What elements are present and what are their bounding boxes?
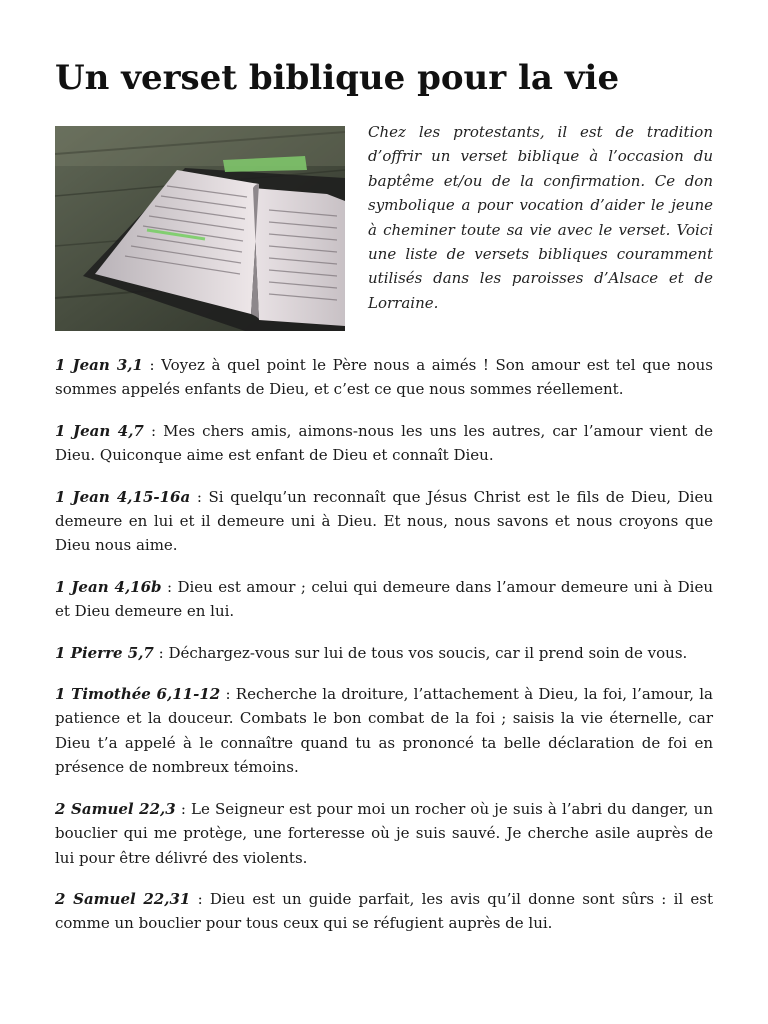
verse-item (55, 485, 713, 558)
verse-reference: 1 Pierre 5,7 (55, 643, 154, 662)
verse-reference: 1 Jean 4,7 (55, 421, 144, 440)
verse-item (55, 419, 713, 468)
verse-text: : Voyez à quel point le Père nous a aimés ! Son amour est tel que nous sommes appelés enfants de Dieu, et c’est ce que nous sommes réellement. (55, 356, 713, 399)
page-title: Un verset biblique pour la vie (55, 58, 620, 98)
intro-paragraph: Chez les protestants, il est de tradition d’offrir un verset biblique à l’occasion du baptême et/ou de la confirmation. Ce don symbolique a pour vocation d’aider le jeune à cheminer toute sa vie avec le verset. Voici une liste de versets bibliques couramment utilisés dans les paroisses d’Alsace et de Lorraine. (368, 123, 713, 312)
verse-item (55, 575, 713, 624)
verse-item (55, 682, 713, 780)
verse-item (55, 797, 713, 870)
verse-text: : Dieu est amour ; celui qui demeure dans l’amour demeure uni à Dieu et Dieu demeure en lui. (55, 577, 713, 621)
verse-text: : Dieu est un guide parfait, les avis qu’il donne sont sûrs : il est comme un bouclier pour tous ceux qui se réfugient auprès de lui. (55, 889, 713, 933)
verse-text: : Déchargez-vous sur lui de tous vos soucis, car il prend soin de vous. (153, 643, 688, 662)
verse-reference: 1 Jean 4,15-16a (55, 487, 191, 506)
verse-text: : Recherche la droiture, l’attachement à Dieu, la foi, l’amour, la patience et la douceur. Combats le bon combat de la foi ; saisis la vie éternelle, car Dieu t’a appelé à le connaître quand tu as prononcé ta belle déclaration de foi en présence de nombreux témoins. (55, 685, 713, 777)
verse-item (55, 887, 713, 936)
verse-reference: 2 Samuel 22,3 (55, 799, 176, 818)
bible-photo-icon (55, 126, 345, 331)
verse-text: : Mes chers amis, aimons-nous les uns les autres, car l’amour vient de Dieu. Quiconque aime est enfant de Dieu et connaît Dieu. (55, 421, 713, 465)
verse-text: : Si quelqu’un reconnaît que Jésus Christ est le fils de Dieu, Dieu demeure en lui et il demeure uni à Dieu. Et nous, nous savons et nous croyons que Dieu nous aime. (55, 487, 713, 555)
verse-reference: 1 Timothée 6,11-12 (55, 685, 221, 704)
verse-item (55, 641, 713, 665)
verse-reference: 1 Jean 3,1 (55, 356, 143, 374)
verse-list (55, 353, 713, 953)
verse-reference: 1 Jean 4,16b (55, 577, 162, 596)
verse-reference: 2 Samuel 22,31 (55, 889, 191, 908)
verse-item (55, 353, 713, 402)
verse-text: : Le Seigneur est pour moi un rocher où je suis à l’abri du danger, un bouclier qui me protège, une forteresse où je suis sauvé. Je cherche asile auprès de lui pour être délivré des violents. (55, 799, 713, 867)
